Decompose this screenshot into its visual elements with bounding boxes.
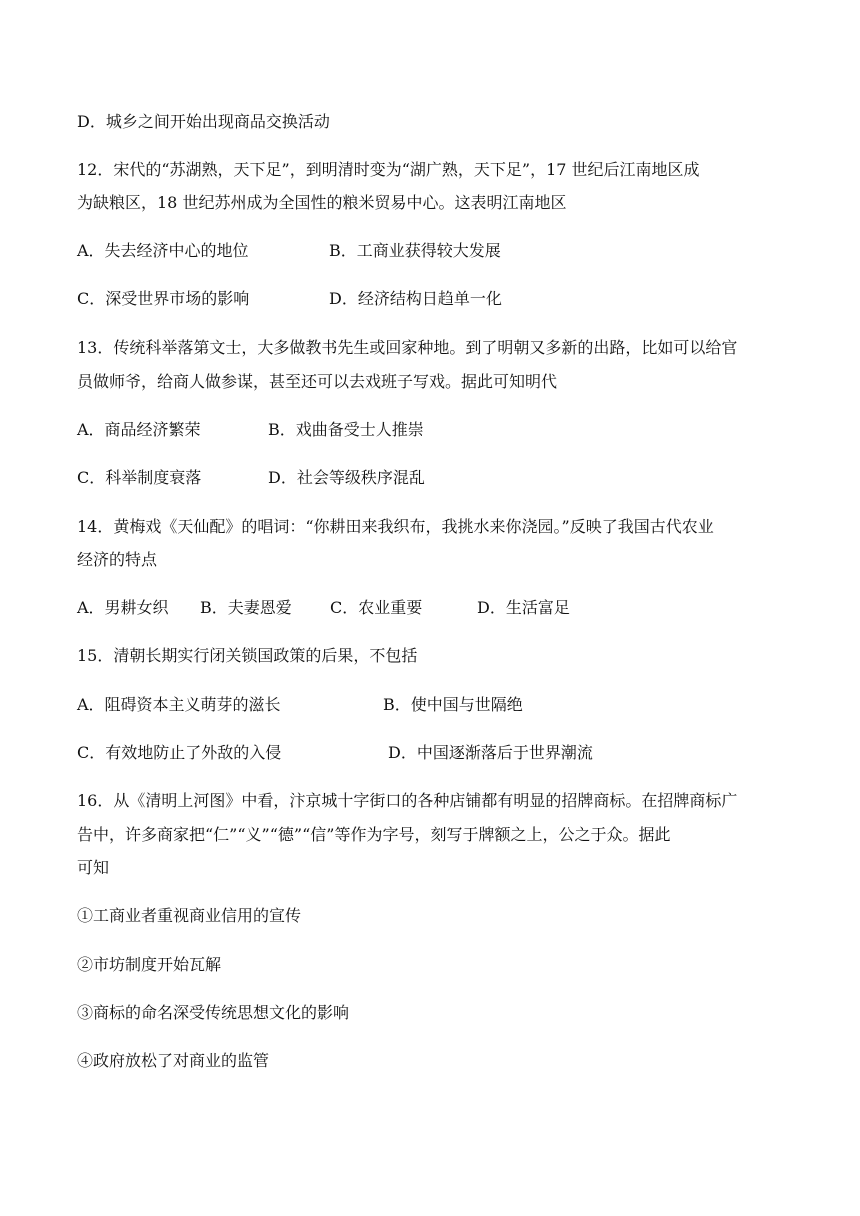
question-16-stem-line-3: 可知: [77, 858, 110, 877]
question-12-option-a: A．失去经济中心的地位: [77, 241, 249, 260]
question-12-stem-line-2: 为缺粮区，18 世纪苏州成为全国性的粮米贸易中心。这表明江南地区: [77, 193, 567, 212]
question-12-option-d: D．经济结构日趋单一化: [329, 289, 502, 308]
question-15-option-d: D．中国逐渐落后于世界潮流: [388, 743, 593, 762]
question-14-option-d: D．生活富足: [477, 598, 570, 617]
question-16-statement-4: ④政府放松了对商业的监管: [77, 1051, 270, 1070]
question-14-option-c: C．农业重要: [330, 598, 423, 617]
question-16-stem-line-1: 16．从《清明上河图》中看，汴京城十字街口的各种店铺都有明显的招牌商标。在招牌商标广: [77, 791, 738, 810]
question-13-stem-line-1: 13．传统科举落第文士，大多做教书先生或回家种地。到了明朝又多新的出路，比如可以给官: [77, 338, 738, 357]
question-16-statement-3: ③商标的命名深受传统思想文化的影响: [77, 1003, 350, 1022]
question-15-option-b: B．使中国与世隔绝: [383, 695, 523, 714]
question-13-stem-line-2: 员做师爷，给商人做参谋，甚至还可以去戏班子写戏。据此可知明代: [77, 372, 558, 391]
question-16-stem-line-2: 告中，许多商家把“仁”“义”“德”“信”等作为字号，刻写于牌额之上，公之于众。据此: [77, 825, 671, 844]
question-13-option-b: B．戏曲备受士人推崇: [268, 420, 424, 439]
question-15-option-a: A．阻碍资本主义萌芽的滋长: [77, 695, 281, 714]
question-15-option-c: C．有效地防止了外敌的入侵: [77, 743, 282, 762]
question-13-option-c: C．科举制度衰落: [77, 468, 202, 487]
question-14-stem-line-2: 经济的特点: [77, 550, 158, 569]
question-14-stem-line-1: 14．黄梅戏《天仙配》的唱词：“你耕田来我织布，我挑水来你浇园。”反映了我国古代农业: [77, 517, 714, 536]
question-14-option-a: A．男耕女织: [77, 598, 169, 617]
question-13-option-d: D．社会等级秩序混乱: [268, 468, 425, 487]
question-15-stem: 15．清朝长期实行闭关锁国政策的后果，不包括: [77, 646, 418, 665]
question-12-option-c: C．深受世界市场的影响: [77, 289, 250, 308]
question-12-option-b: B．工商业获得较大发展: [329, 241, 501, 260]
question-14-option-b: B．夫妻恩爱: [200, 598, 292, 617]
question-16-statement-1: ①工商业者重视商业信用的宣传: [77, 906, 302, 925]
question-12-stem-line-1: 12．宋代的“苏湖熟，天下足”，到明清时变为“湖广熟，天下足”，17 世纪后江南地区成: [77, 160, 700, 179]
question-13-option-a: A．商品经济繁荣: [77, 420, 201, 439]
question-16-statement-2: ②市坊制度开始瓦解: [77, 955, 222, 974]
prev-option-d: D．城乡之间开始出现商品交换活动: [77, 112, 330, 131]
